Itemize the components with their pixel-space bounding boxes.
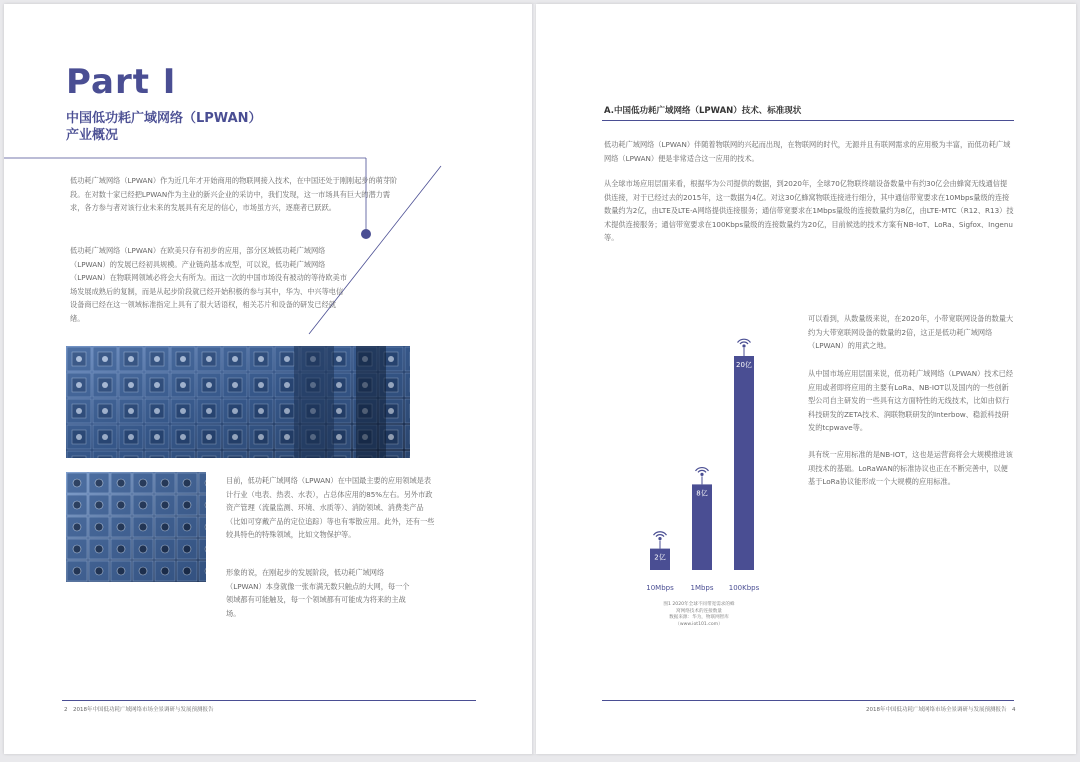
left-paragraph-4: 形象的说，在刚起步的发展阶段，低功耗广域网络（LPWAN）本身就像一张布满无数只触点的大网，每一个领域都有可能触及，每一个领域都有可能成为将来的主战场。: [226, 568, 410, 618]
category-label: 10Mbps: [646, 584, 674, 592]
caption-line-3: 数据来源：华为，物联网智库: [669, 615, 729, 620]
right-heading: A.中国低功耗广域网络（LPWAN）技术、标准现状: [604, 106, 802, 116]
section-title-line2: 产业概况: [66, 128, 119, 143]
right-footer: 2018年中国低功耗广域网络市场全景调研与发展预测报告 4: [866, 707, 1016, 713]
part-title: Part I: [66, 62, 177, 102]
right-paragraph-3: 可以看到，从数量级来说，在2020年，小带宽联网设备的数量大约为大带宽联网设备的数量的2倍，这正是低功耗广域网络（LPWAN）的用武之地。: [808, 314, 1014, 350]
wireless-icon: [696, 468, 709, 485]
deco-dot: [361, 229, 371, 239]
bandwidth-bar-chart: [632, 314, 782, 600]
section-title: [66, 110, 326, 144]
right-paragraph-5: 具有统一应用标准的是NB-IOT，这也是运营商将会大规模推进该项技术的基础。LoRaWAN的标准协议也正在不断完善中，以便基于LoRa协议能形成一个大规模的应用标准。: [808, 450, 1013, 486]
chart-caption: [654, 602, 744, 628]
left-paragraph-2: 低功耗广域网络（LPWAN）在欧美只存有初步的应用，部分区域低功耗广域网络（LPWAN）的发展已经初具规模。产业链尚基本成型，可以说，低功耗广域网络（LPWAN）在物联网领域必将会大有所为。而这一次的中国市场没有被动的等待欧美市场发展成熟后的复制，而是从起步阶段就已经开始积极的参与其中，华为、中兴等电信设备商已经在这一领域标准指定上具有了很大话语权，相关芯片和设备的研发已经就绪。: [70, 246, 347, 323]
left-paragraph-3: 目前，低功耗广域网络（LPWAN）在中国最主要的应用领域是表计行业（电表、热表、水表），占总体应用的85%左右。另外市政资产管理（流量监测、环境、水质等）、消防领域、消费类产品（比如可穿戴产品的定位追踪）等也有零散应用。此外，还有一些较具特色的特殊领域，比如文物保护等。: [226, 476, 435, 539]
circuit-node-image: [66, 472, 206, 582]
bar-value-label: 20亿: [736, 361, 752, 369]
caption-line-4: （www.iot101.com）: [675, 621, 723, 627]
circuit-city-image: [66, 346, 410, 458]
right-paragraph-4: 从中国市场应用层面来说，低功耗广域网络（LPWAN）技术已经应用或者即将应用的主要有LoRa、NB-IOT以及国内的一些创新型公司自主研发的一些具有这方面特性的无线技术，比如由似行科技研发的ZETA技术、润联物联研发的Interbow、稳派科技研发的tcpwave等。: [808, 369, 1014, 432]
category-label: 100Kbps: [728, 584, 760, 592]
right-paragraph-1: 低功耗广域网络（LPWAN）伴随着物联网的兴起而出现，在物联网的时代，无源并且有联网需求的应用极为丰富，而低功耗广域网络（LPWAN）便是非常适合这一应用的技术。: [604, 140, 1011, 163]
bar-value-label: 8亿: [696, 489, 708, 498]
right-heading-rule: [602, 120, 1014, 121]
right-paragraph-2: 从全球市场应用层面来看，根据华为公司提供的数据，到2020年，全球70亿物联终端设备数量中有约30亿会由蜂窝无线通信提供连接，对于已经过去的2015年，这一数据为4亿。对这30亿蜂窝物联连接进行细分，其中通信带宽要求在10Mbps量级的连接数量约为2亿，由LTE及LTE-A网络提供连接服务；通信带宽要求在1Mbps量级的连接数量约为8亿，由LTE-MTC（R12、R13）技术提供连接服务；通信带宽要求在100Kbps量级的连接数量约为20亿，目前候选的技术方案有NB-IoT、LoRa、Sigfox、Ingenu等。: [604, 179, 1014, 242]
wireless-icon: [654, 532, 667, 549]
bar-value-label: 2亿: [654, 553, 666, 562]
wireless-icon: [738, 339, 751, 356]
category-label: 1Mbps: [690, 584, 714, 592]
bar-100Kbps: [734, 356, 754, 570]
left-page: [4, 4, 534, 754]
left-footer: 2 2018年中国低功耗广域网络市场全景调研与发展预测报告: [64, 707, 214, 713]
caption-line-2: 窝网络技术的连接数量: [676, 608, 722, 614]
left-footer-rule: [62, 700, 476, 701]
right-footer-rule: [602, 700, 1014, 701]
left-paragraph-1: 低功耗广域网络（LPWAN）作为近几年才开始商用的物联网接入技术，在中国还处于刚刚起步的萌芽阶段。在对数十家已经把LPWAN作为主业的新兴企业的采访中，我们发现，这一市场具有巨大的潜力需求，各方参与者对该行业未来的发展具有充足的信心，市场虽方兴，逐鹿者已跃跃。: [70, 176, 398, 212]
right-page: [536, 4, 1076, 754]
caption-line-1: 图1 2020年全球不同带宽需求的蜂: [663, 602, 735, 607]
section-title-line1: 中国低功耗广域网络（LPWAN）: [66, 111, 262, 126]
